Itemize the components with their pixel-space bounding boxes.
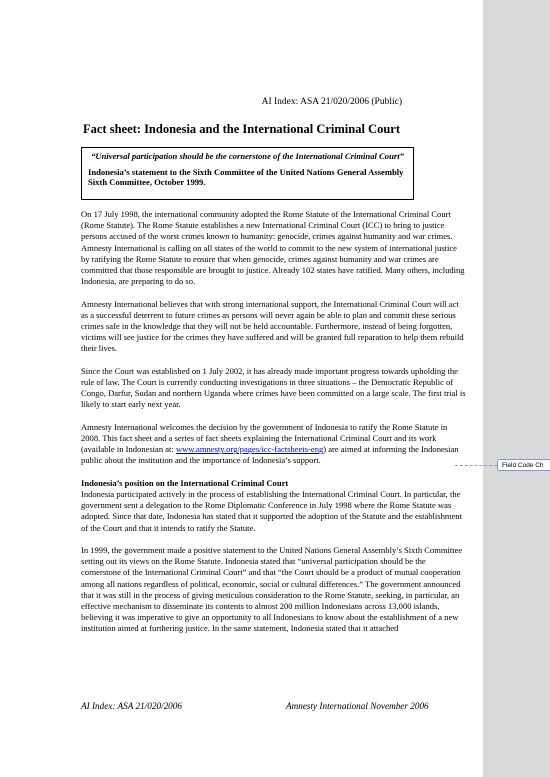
comment-margin-pane	[483, 0, 550, 777]
quote-text: “Universal participation should be the cornerstone of the International Criminal Court”	[91, 151, 404, 161]
document-body	[81, 209, 466, 646]
field-code-change-balloon[interactable]: Field Code Ch	[497, 459, 550, 471]
section-heading: Indonesia’s position on the International Criminal Court	[81, 477, 289, 488]
paragraph-4	[81, 422, 466, 467]
paragraph-5	[81, 478, 466, 534]
paragraph-2: Amnesty International believes that with strong international support, the International Criminal Court will act as a successful deterrent to future crimes as persons will never again be able to plan and commit these serious crimes safe in the knowledge that they will not be held accountable. Furthermore, instead of being forgotten, victims will see justice for the crimes they have suffered and will be granted full reparation to help them rebuild their lives.	[81, 298, 464, 354]
paragraph-6: In 1999, the government made a positive statement to the United Nations General Assembly’s Sixth Committee setting out its views on the Rome Statute. Indonesia stated that “universal participation should be the cornerstone of the International Criminal Court” and that “the Court should be a product of mutual cooperation among all nations regardless of political, economic, social or cultural differences.” The government announced that it was still in the process of giving meticulous consideration to the Rome Statute, seeking, in particular, an effective mechanism to disseminate its contents to almost 200 million Indonesians across 13,000 islands, believing it was imperative to give an opportunity to all Indonesians to know about the establishment of a new institution aimed at furthering justice. In the same statement, Indonesia stated that it attached	[81, 545, 463, 634]
page-title: Fact sheet: Indonesia and the International Criminal Court	[82, 122, 401, 136]
paragraph-3: Since the Court was established on 1 July 2002, it has already made important progress towards upholding the rule of law. The Court is currently conducting investigations in three situations – the Democratic Republic of Congo, Darfur, Sudan and northern Uganda where crimes have been committed on a large scale. The first trial is likely to start early next year.	[81, 365, 466, 410]
paragraph-5-text: Indonesia participated actively in the process of establishing the International Criminal Court. In particular, the government sent a delegation to the Rome Diplomatic Conference in July 1998 where the Rome Statute was adopted. Since that date, Indonesia has stated that it supported the adoption of the Statute and the establishment of the Court and that it intends to ratify the Statute.	[81, 489, 462, 533]
paragraph-4-text-end: ) are aimed at informing the Indonesian public about the institution and the importance of Indonesia’s support.	[81, 444, 459, 466]
paragraph-1: On 17 July 1998, the international community adopted the Rome Statute of the International Criminal Court (Rome Statute). The Rome Statute establishes a new International Criminal Court (ICC) to bring to justice persons accused of the worst crimes known to humanity: genocide, crimes against humanity and war crimes. Amnesty International is calling on all states of the world to commit to the new system of international justice by ratifying the Rome Statute to ensure that when genocide, crimes against humanity and war crimes are committed that those responsible are brought to justice. Already 102 states have ratified. Many others, including Indonesia, are preparing to do so.	[81, 209, 465, 287]
quote-box	[81, 147, 414, 200]
footer-publisher-date: Amnesty International November 2006	[286, 701, 429, 711]
header-ai-index: AI Index: ASA 21/020/2006 (Public)	[261, 97, 402, 107]
footer-ai-index: AI Index: ASA 21/020/2006	[81, 701, 182, 711]
balloon-connector-line	[455, 465, 497, 466]
paragraph-4-text-start: Amnesty International welcomes the decision by the government of Indonesia to ratify the Rome Statute in 2008. This fact sheet and a series of fact sheets explaining the International Criminal Court and its work (available in Indonesian at:	[81, 421, 448, 455]
factsheets-link[interactable]: www.amnesty.org/pages/icc-factsheets-eng	[175, 444, 324, 455]
quote-attribution: Indonesia’s statement to the Sixth Committee of the United Nations General Assembly Sixth Committee, October 1999.	[88, 166, 404, 187]
